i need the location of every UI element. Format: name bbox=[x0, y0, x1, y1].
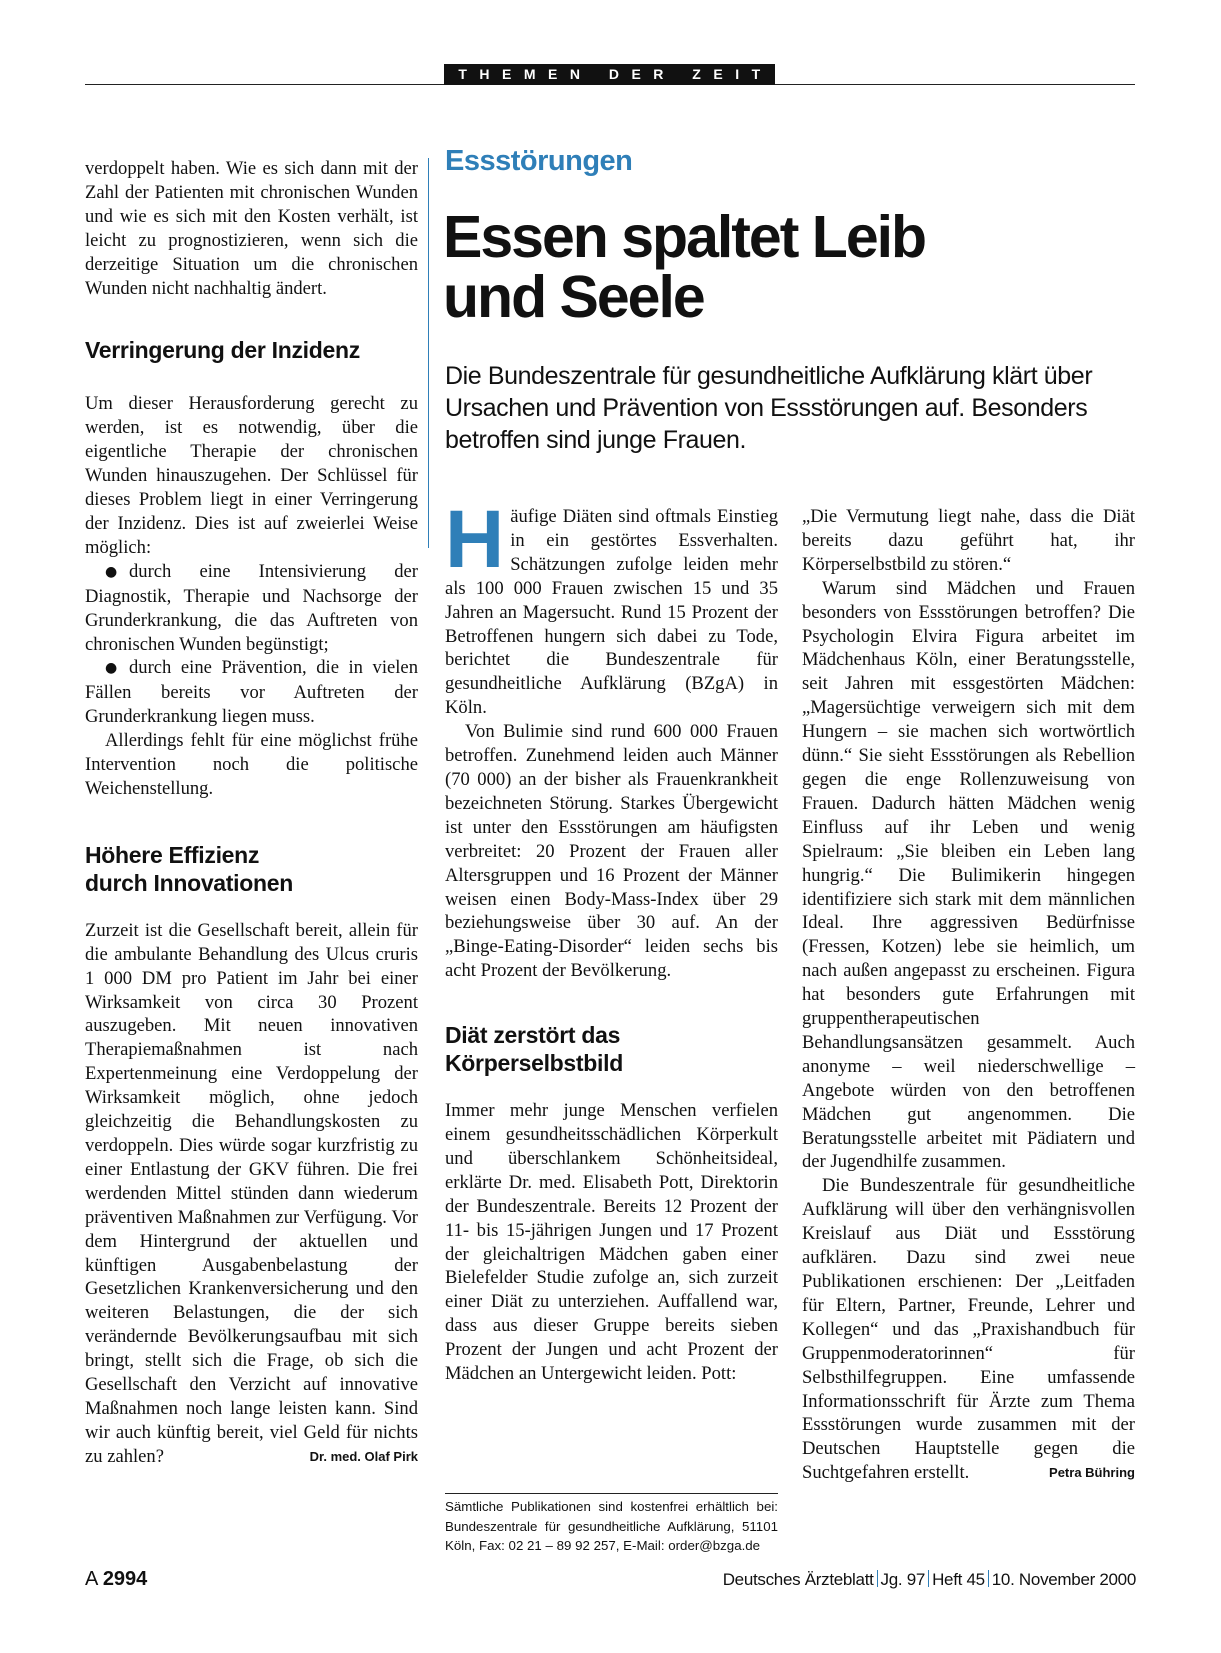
author-byline: Petra Bühring bbox=[1049, 1465, 1135, 1481]
paragraph-weichenstellung: Allerdings fehlt für eine möglichst frühe Intervention noch die politische Weichenstellung. bbox=[85, 730, 418, 799]
paragraph-effizienz: Zurzeit ist die Gesellschaft bereit, allein für die ambulante Behandlung des Ulcus cruris 1 000 DM pro Patient im Jahr bei einer Wirksamkeit von circa 30 Prozent auszugeben. Mit neuen innovativen Therapiemaßnahmen ist nach Expertenmeinung eine Verdoppelung der Wirksamkeit möglich, ohne jedoch gleichzeitig die Behandlungskosten zu verdoppeln. Dies würde sogar kurzfristig zu einer Entlastung der GKV führen. Die frei werdenden Mittel stünden dann wiederum präventiven Maßnahmen zur Verfügung. Vor dem Hintergrund der aktuellen und künftigen Ausgabenbelastung der Gesetzlichen Krankenversicherung und den weiteren Belastungen, die der sich verändernde Bevölkerungsaufbau mit sich bringt, stellt sich die Frage, ob sich die Gesellschaft den Verzicht auf innovative Maßnahmen noch lange leisten kann. Sind wir auch künftig bereit, viel Geld für nichts zu zahlen? Dr. med. Olaf Pirk bbox=[85, 919, 418, 1467]
separator bbox=[988, 1570, 989, 1587]
bullet-item-1: ● durch eine Intensivierung der Diagnostik, Therapie und Nachsorge der Grunderkrankung, die das Auftreten von chronischen Wunden begünstigt; bbox=[85, 560, 418, 655]
bullet-item-2: ● durch eine Prävention, die in vielen Fällen bereits vor Auftreten der Grunderkrankung liegen muss. bbox=[85, 657, 418, 728]
page-number: A 2994 bbox=[85, 1568, 148, 1590]
paragraph-magersucht: Häufige Diäten sind oftmals Einstieg in ein gestörtes Essverhalten. Schätzungen zufolge leiden mehr als 100 000 Frauen zwischen 15 und 35 Jahren an Magersucht. Rund 15 Prozent der Betroffenen hungern sich dabei zu Tode, berichtet die Bundeszentrale für gesundheitliche Aufklärung (BZgA) in Köln. bbox=[445, 494, 778, 719]
paragraph-koerperkult: Immer mehr junge Menschen verfielen einem gesundheitsschädlichen Körperkult und überschlankem Schönheitsideal, erklärte Dr. med. Elisabeth Pott, Direktorin der Bundeszentrale. Bereits 12 Prozent der 11- bis 15-jährigen Jungen und 17 Prozent der gleichaltrigen Mädchen gaben einer Bielefelder Studie zufolge an, sich zurzeit einer Diät zu unterziehen. Auffallend war, dass aus dieser Gruppe bereits sieben Prozent der Jungen und acht Prozent der Mädchen an Untergewicht leiden. Pott: bbox=[445, 1100, 778, 1385]
journal-date: 10. November 2000 bbox=[991, 1570, 1136, 1589]
article-kicker: Essstörungen bbox=[445, 145, 633, 177]
paragraph-bulimie: Von Bulimie sind rund 600 000 Frauen betroffen. Zunehmend leiden auch Männer (70 000) an der bisher als Frauenkrankheit bezeichneten Störung. Starkes Übergewicht ist unter den Essstörungen am häufigsten verbreitet: 20 Prozent der Frauen aller Altersgruppen und 16 Prozent der Männer weisen einen Body-Mass-Index über 29 beziehungsweise über 30 auf. An der „Binge-Eating-Disorder“ leiden sechs bis acht Prozent der Bevölkerung. bbox=[445, 721, 778, 982]
column-right bbox=[802, 505, 1135, 1485]
separator bbox=[928, 1570, 929, 1587]
subheading-effizienz: Höhere Effizienz durch Innovationen bbox=[85, 841, 293, 896]
paragraph-inzidenz: Um dieser Herausforderung gerecht zu werden, ist es notwendig, über die eigentliche Therapie der chronischen Wunden hinauszugehen. Der Schlüssel für dieses Problem liegt in einer Verringerung der Inzidenz. Dies ist auf zweierlei Weise möglich: bbox=[85, 393, 418, 558]
subheading-inzidenz: Verringerung der Inzidenz bbox=[85, 337, 360, 364]
journal-name: Deutsches Ärzteblatt bbox=[722, 1570, 874, 1589]
author-byline: Dr. med. Olaf Pirk bbox=[309, 1448, 418, 1464]
paragraph-publikationen: Die Bundeszentrale für gesundheitliche Aufklärung will über den verhängnisvollen Kreislauf aus Diät und Essstörung aufklären. Dazu sind zwei neue Publikationen erschienen: Der „Leitfaden für Eltern, Partner, Freunde, Lehrer und Kollegen“ und das „Praxishandbuch für Gruppenmoderatorinnen“ für Selbsthilfegruppen. Eine umfassende Informationsschrift für Ärzte zum Thema Essstörungen wurde zusammen mit der Deutschen Hauptstelle gegen die Suchtgefahren erstellt. Petra Bühring bbox=[802, 1175, 1135, 1484]
column-divider bbox=[428, 158, 429, 548]
subheading-koerperselbstbild: Diät zerstört das Körperselbstbild bbox=[445, 1022, 623, 1077]
article-headline: Essen spaltet Leib und Seele bbox=[443, 204, 926, 330]
section-label: THEMEN DER ZEIT bbox=[444, 64, 775, 85]
journal-issue: Heft 45 bbox=[932, 1570, 985, 1589]
column-middle bbox=[445, 494, 778, 1386]
footnote-rule bbox=[445, 1493, 778, 1494]
bullet-icon: ● bbox=[105, 563, 118, 580]
paragraph-quote: „Die Vermutung liegt nahe, dass die Diät bereits dazu geführt hat, ihr Körperselbstbild zu stören.“ bbox=[802, 506, 1135, 575]
drop-cap: H bbox=[445, 494, 505, 585]
footnote: Sämtliche Publikationen sind kostenfrei erhältlich bei: Bundeszentrale für gesundheitliche Aufklärung, 51101 Köln, Fax: 02 21 – 89 92 257, E-Mail: order@bzga.de bbox=[445, 1499, 778, 1553]
intro-paragraph: verdoppelt haben. Wie es sich dann mit der Zahl der Patienten mit chronischen Wunden und wie es sich mit den Kosten verhält, ist leicht zu prognostizieren, wenn sich die derzeitige Situation um die chronischen Wunden nicht nachhaltig ändert. bbox=[85, 158, 418, 299]
separator bbox=[877, 1570, 878, 1587]
column-left bbox=[85, 157, 418, 1469]
journal-volume: Jg. 97 bbox=[880, 1570, 926, 1589]
article-lead: Die Bundeszentrale für gesundheitliche Aufklärung klärt über Ursachen und Prävention von Essstörungen auf. Besonders betroffen sind junge Frauen. bbox=[445, 362, 1093, 454]
journal-info bbox=[723, 1570, 1136, 1590]
bullet-icon: ● bbox=[105, 660, 118, 677]
paragraph-figura: Warum sind Mädchen und Frauen besonders von Essstörungen betroffen? Die Psychologin Elvira Figura arbeitet im Mädchenhaus Köln, einer Beratungsstelle, seit Jahren mit essgestörten Mädchen: „Magersüchtige verweigern sich mit dem Hungern – sie machen sich wortwörtlich dünn.“ Sie sieht Essstörungen als Rebellion gegen die enge Rollenzuweisung von Frauen. Dadurch hätten Mädchen wenig Einfluss auf ihr Leben und wenig Spielraum: „Sie bleiben ein Leben lang hungrig.“ Die Bulimikerin hingegen identifiziere sich stark mit dem männlichen Ideal. Ihre aggressiven Bedürfnisse (Fressen, Kotzen) lebe sie heimlich, um nach außen angepasst zu erscheinen. Figura hat besonders gute Erfahrungen mit gruppentherapeutischen Behandlungsansätzen gesammelt. Auch anonyme – weil niederschwellige – Angebote würden von den betroffenen Mädchen gut angenommen. Die Beratungsstelle arbeitet mit Pädiatern und der Jugendhilfe zusammen. bbox=[802, 577, 1135, 1173]
